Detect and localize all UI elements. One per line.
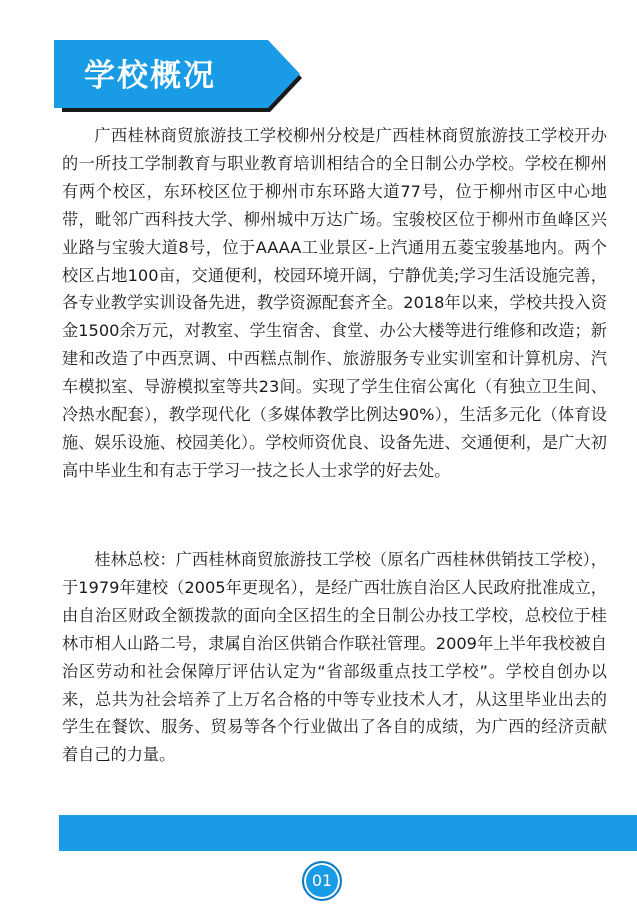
section-title-banner xyxy=(54,40,304,112)
page-number-badge: 01 xyxy=(302,861,342,901)
footer-bar xyxy=(59,815,637,851)
main-campus-paragraph: 桂林总校：广西桂林商贸旅游技工学校（原名广西桂林供销技工学校），于1979年建校（2005年更现名），是经广西壮族自治区人民政府批准成立，由自治区财政全额拨款的面向全区招生的全日制公办技工学校，总校位于桂林市相人山路二号，隶属自治区供销合作联社管理。2009年上半年我校被自治区劳动和社会保障厅评估认定为“省部级重点技工学校”。学校自创办以来，总共为社会培养了上万名合格的中等专业技术人才，从这里毕业出去的学生在餐饮、服务、贸易等各个行业做出了各自的成绩，为广西的经济贡献着自己的力量。 xyxy=(62,550,607,765)
section-title: 学校概况 xyxy=(84,58,216,94)
intro-paragraph: 广西桂林商贸旅游技工学校柳州分校是广西桂林商贸旅游技工学校开办的一所技工学制教育与职业教育培训相结合的全日制公办学校。学校在柳州有两个校区，东环校区位于柳州市东环路大道77号，位于柳州市区中心地带，毗邻广西科技大学、柳州城中万达广场。宝骏校区位于柳州市鱼峰区兴业路与宝骏大道8号，位于AAAA工业景区-上汽通用五菱宝骏基地内。两个校区占地100亩，交通便利，校园环境开阔，宁静优美;学习生活设施完善，各专业教学实训设备先进，教学资源配套齐全。2018年以来，学校共投入资金1500余万元，对教室、学生宿舍、食堂、办公大楼等进行维修和改造；新建和改造了中西烹调、中西糕点制作、旅游服务专业实训室和计算机房、汽车模拟室、导游模拟室等共23间。实现了学生住宿公寓化（有独立卫生间、冷热水配套），教学现代化（多媒体教学比例达90%），生活多元化（体育设施、娱乐设施、校园美化）。学校师资优良、设备先进、交通便利，是广大初高中毕业生和有志于学习一技之长人士求学的好去处。 xyxy=(62,126,607,480)
